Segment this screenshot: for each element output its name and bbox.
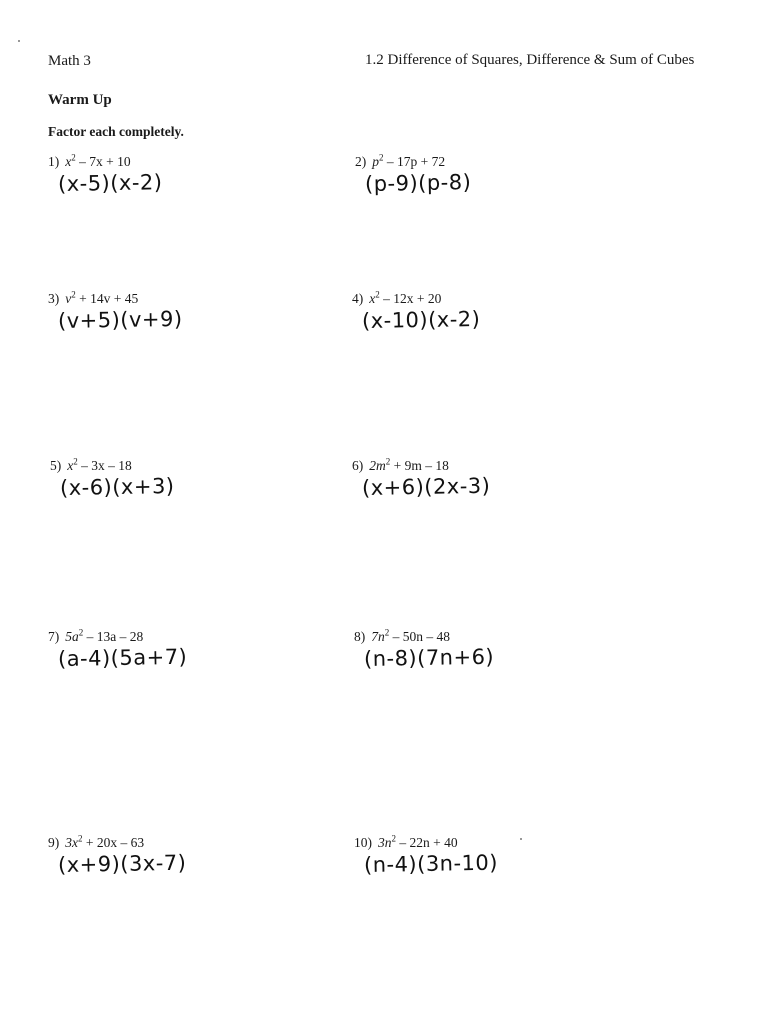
handwritten-answer: (x+9)(3x-7) [57, 850, 187, 877]
problem-8 [354, 629, 684, 671]
handwritten-answer: (n-8)(7n+6) [363, 644, 495, 671]
problem-4 [352, 291, 682, 333]
handwritten-answer: (n-4)(3n-10) [363, 850, 499, 877]
instructions: Factor each completely. [48, 124, 184, 139]
problem-10 [354, 835, 684, 877]
problem-number: 7) [48, 629, 60, 644]
handwritten-answer: (x-6)(x+3) [59, 474, 175, 500]
problem-number: 1) [48, 154, 60, 169]
problem-1 [48, 154, 378, 196]
handwritten-answer: (x-5)(x-2) [57, 170, 163, 196]
handwritten-answer: (x+6)(2x-3) [361, 473, 491, 500]
handwritten-answer: (v+5)(v+9) [57, 306, 183, 333]
problem-number: 10) [354, 835, 372, 850]
problem-prompt: 1) $x^2 - 7x + 10$ [48, 152, 131, 169]
problem-prompt: 6) $2m^2 + 9m - 18$ [352, 456, 449, 473]
problem-number: 2) [355, 154, 367, 169]
problem-prompt: 5) $x^2 - 3x - 18$ [50, 456, 132, 473]
handwritten-answer: (p-9)(p-8) [364, 170, 472, 196]
problem-number: 8) [354, 629, 366, 644]
problem-number: 5) [50, 458, 62, 473]
problem-7 [48, 629, 378, 671]
problem-6 [352, 458, 682, 500]
lesson-title: 1.2 Difference of Squares, Difference & Sum of Cubes [365, 52, 695, 68]
problem-2 [355, 154, 685, 196]
problem-prompt: 4) $x^2 - 12x + 20$ [352, 289, 442, 306]
problem-prompt: 9) $3x^2 + 20x - 63$ [48, 833, 145, 850]
problem-number: 3) [48, 291, 60, 306]
course-title: Math 3 [48, 53, 91, 69]
scan-speck [18, 40, 20, 42]
problem-number: 4) [352, 291, 364, 306]
handwritten-answer: (x-10)(x-2) [361, 306, 481, 333]
problem-9 [48, 835, 378, 877]
problem-prompt: 10) $3n^2 - 22n + 40$ [354, 833, 458, 850]
handwritten-answer: (a-4)(5a+7) [57, 644, 188, 671]
problem-prompt: 2) $p^2 - 17p + 72$ [355, 152, 446, 169]
section-title: Warm Up [48, 92, 112, 108]
problem-number: 6) [352, 458, 364, 473]
problem-prompt: 3) $v^2 + 14v + 45$ [48, 289, 139, 306]
problem-prompt: 7) $5a^2 - 13a - 28$ [48, 627, 144, 644]
problem-number: 9) [48, 835, 60, 850]
problem-prompt: 8) $7n^2 - 50n - 48$ [354, 627, 450, 644]
problem-5 [50, 458, 380, 500]
problem-3 [48, 291, 378, 333]
